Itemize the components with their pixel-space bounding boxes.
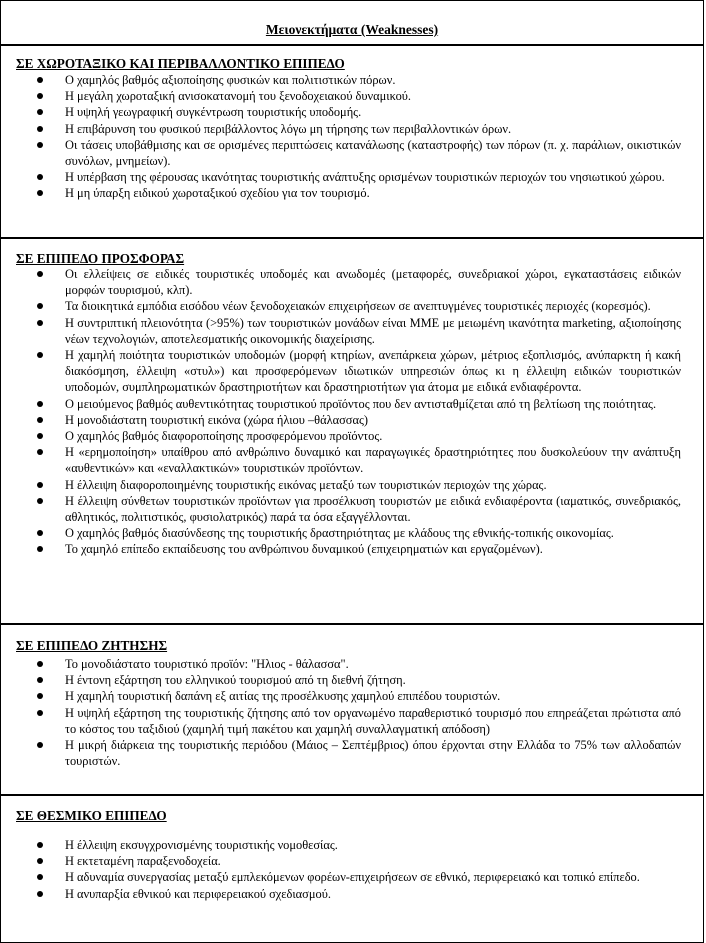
list-item-text: Η έλλειψη εκσυγχρονισμένης τουριστικής νομοθεσίας. [65, 838, 338, 852]
list-item [15, 869, 681, 885]
bullet-icon [37, 710, 43, 716]
bullet-icon [37, 142, 43, 148]
list-item-text: Η μη ύπαρξη ειδικού χωροταξικού σχεδίου για τον τουρισμό. [65, 186, 370, 201]
bullet-icon [37, 401, 43, 407]
bullet-icon [37, 320, 43, 326]
list-item-text: Η έλλειψη διαφοροποιημένης τουριστικής εικόνας μεταξύ των τουριστικών περιοχών της χώρας. [65, 477, 547, 492]
list-item [15, 477, 681, 493]
list-item [15, 137, 681, 169]
list-item-text: Ο μειούμενος βαθμός αυθεντικότητας τουριστικού προϊόντος που δεν αντισταθμίζεται από τη βελτίωση της ποιότητας. [65, 396, 657, 411]
list-item-text: Η ανυπαρξία εθνικού και περιφερειακού σχεδιασμού. [65, 886, 331, 901]
title-row [1, 0, 703, 44]
bullet-icon [37, 109, 43, 115]
list-item-text: Η υπέρβαση της φέρουσας ικανότητας τουριστικής ανάπτυξης ορισμένων τουριστικών περιοχών του νησιωτικού χώρου. [65, 170, 665, 185]
list-item [15, 104, 681, 120]
list-item-text: Η μονοδιάστατη τουριστική εικόνα (χώρα ήλιου –θάλασσας) [65, 412, 368, 427]
bullet-icon [37, 874, 43, 880]
bullet-icon [37, 190, 43, 196]
bullet-icon [37, 93, 43, 99]
bullet-icon [37, 546, 43, 552]
bullet-icon [37, 77, 43, 83]
list-item-text: Η «ερημοποίηση» υπαίθρου από ανθρώπινο δυναμικό και παραγωγικές δραστηριότητες που δυσκολεύουν την ανάπτυξη «αυθεντικών» και «εναλλακτικών» τουριστικών προϊόντων. [65, 445, 681, 476]
list-item [15, 121, 681, 137]
bullet-list [15, 72, 681, 202]
list-item-text: Το χαμηλό επίπεδο εκπαίδευσης του ανθρώπινου δυναμικού (επιχειρηματιών και εργαζομένων). [65, 542, 543, 557]
list-item-text: Ο χαμηλός βαθμός διαφοροποίησης προσφερόμενου προϊόντος. [65, 429, 383, 444]
list-item [15, 737, 681, 769]
bullet-icon [37, 417, 43, 423]
bullet-icon [37, 498, 43, 504]
bullet-icon [37, 530, 43, 536]
list-item [15, 656, 681, 672]
list-item [15, 396, 681, 412]
list-item-text: Η εκτεταμένη παραξενοδοχεία. [65, 854, 221, 869]
list-item [15, 169, 681, 185]
list-item [15, 493, 681, 525]
section-supply [1, 237, 703, 623]
list-item-text: Η μεγάλη χωροταξική ανισοκατανομή του ξενοδοχειακού δυναμικού. [65, 89, 411, 104]
bullet-list [15, 266, 681, 558]
list-item-text: Η συντριπτική πλειονότητα (>95%) των τουριστικών μονάδων είναι ΜΜΕ με μειωμένη ικανότητα marketing, αξιοποίησης νέων τεχνολογιών, αποτελεσματικής οικονομικής διαχείρισης. [65, 315, 681, 346]
list-item [15, 688, 681, 704]
list-item-text: Η επιβάρυνση του φυσικού περιβάλλοντος λόγω μη τήρησης των περιβαλλοντικών όρων. [65, 121, 512, 136]
list-item-text: Ο χαμηλός βαθμός διασύνδεσης της τουριστικής δραστηριότητας με κλάδους της εθνικής-τοπικής οικονομίας. [65, 526, 614, 541]
bullet-icon [37, 661, 43, 667]
bullet-icon [37, 842, 43, 848]
bullet-icon [37, 174, 43, 180]
list-item-text: Η έντονη εξάρτηση του ελληνικού τουρισμού από τη διεθνή ζήτηση. [65, 673, 406, 688]
list-item [15, 705, 681, 737]
list-item-text: Το μονοδιάστατο τουριστικό προϊόν: "Ηλιος - θάλασσα". [65, 657, 349, 671]
bullet-icon [37, 271, 43, 277]
bullet-icon [37, 693, 43, 699]
list-item-text: Τα διοικητικά εμπόδια εισόδου νέων ξενοδοχειακών επιχειρήσεων σε ανεπτυγμένες τουριστικές περιοχές (κορεσμός). [65, 299, 651, 314]
document-title: Μειονεκτήματα (Weaknesses) [265, 22, 439, 37]
bullet-icon [37, 482, 43, 488]
section-spatial-environmental [1, 44, 703, 237]
bullet-icon [37, 303, 43, 309]
list-item [15, 298, 681, 314]
list-item [15, 185, 681, 201]
list-item [15, 347, 681, 396]
section-heading: ΣΕ ΕΠΙΠΕΔΟ ΠΡΟΣΦΟΡΑΣ [16, 251, 185, 266]
bullet-list [15, 656, 681, 769]
list-item-text: Η μικρή διάρκεια της τουριστικής περιόδου (Μάιος – Σεπτέμβριος) όπου έρχονται στην Ελλάδα το 75% των αλλοδαπών τουριστών. [65, 738, 681, 769]
list-item [15, 72, 681, 88]
bullet-icon [37, 677, 43, 683]
bullet-icon [37, 126, 43, 132]
section-institutional [1, 794, 703, 942]
bullet-icon [37, 891, 43, 897]
list-item [15, 837, 681, 853]
list-item-text: Οι τάσεις υποβάθμισης και σε ορισμένες περιπτώσεις κατανάλωσης (καταστροφής) των πόρων (π. χ. παράλιων, οικιστικών συνόλων, μνημείων). [65, 137, 681, 169]
list-item [15, 525, 681, 541]
section-heading: ΣΕ ΘΕΣΜΙΚΟ ΕΠΙΠΕΔΟ [16, 808, 167, 823]
bullet-icon [37, 449, 43, 455]
list-item-text: Η υψηλή εξάρτηση της τουριστικής ζήτησης από τον οργανωμένο παραθεριστικό τουρισμό που επηρεάζεται πρώτιστα από το κόστος του ταξιδιού (χαμηλή τιμή πακέτου και χαμηλή συναλλαγματική απόδοση) [65, 705, 681, 736]
list-item [15, 428, 681, 444]
list-item-text: Οι ελλείψεις σε ειδικές τουριστικές υποδομές και ανωδομές (μεταφορές, συνεδριακοί χώροι, εγκαταστάσεις ειδικών μορφών τουρισμού, κλπ). [65, 267, 681, 298]
section-demand [1, 623, 703, 794]
list-item-text: Η υψηλή γεωγραφική συγκέντρωση τουριστικής υποδομής. [65, 105, 362, 120]
bullet-list [15, 837, 681, 902]
list-item [15, 412, 681, 428]
list-item [15, 853, 681, 869]
list-item [15, 886, 681, 902]
bullet-icon [37, 858, 43, 864]
list-item [15, 672, 681, 688]
list-item [15, 88, 681, 104]
list-item [15, 315, 681, 347]
bullet-icon [37, 352, 43, 358]
list-item-text: Ο χαμηλός βαθμός αξιοποίησης φυσικών και πολιτιστικών πόρων. [65, 73, 396, 87]
section-heading: ΣΕ ΧΩΡΟΤΑΞΙΚΟ ΚΑΙ ΠΕΡΙΒΑΛΛΟΝΤΙΚΟ ΕΠΙΠΕΔΟ [16, 56, 345, 71]
list-item [15, 266, 681, 298]
list-item-text: Η έλλειψη σύνθετων τουριστικών προϊόντων για προσέλκυση τουριστών με ειδικά ενδιαφέροντα (ιαματικός, συνεδριακός, αθλητικός, πολιτιστικός, φυσιολατρικός) παρά τα όσα εξαγγέλλονται. [65, 493, 681, 525]
bullet-icon [37, 742, 43, 748]
list-item-text: Η χαμηλή τουριστική δαπάνη εξ αιτίας της προσέλκυσης χαμηλού επιπέδου τουριστών. [65, 689, 501, 704]
list-item [15, 541, 681, 557]
bullet-icon [37, 433, 43, 439]
list-item-text: Η χαμηλή ποιότητα τουριστικών υποδομών (μορφή κτηρίων, ανεπάρκεια χώρων, μέτριος εξοπλισμός, ανύπαρκτη ή κακή διακόσμηση, έλλειψη «στυλ») και προσφερόμενων ιδιωτικών υπηρεσιών όπως κι η έλλειψη ειδικών τουριστικών υποδομών, συμπληρωματικών δραστηριοτήτων και δραστηριοτήτων για άτομα με ειδικά ενδιαφέροντα. [65, 348, 681, 395]
section-heading: ΣΕ ΕΠΙΠΕΔΟ ΖΗΤΗΣΗΣ [16, 638, 168, 653]
list-item-text: Η αδυναμία συνεργασίας μεταξύ εμπλεκόμενων φορέων-επιχειρήσεων σε εθνικό, περιφερειακό και τοπικό επίπεδο. [65, 870, 640, 885]
list-item [15, 444, 681, 476]
